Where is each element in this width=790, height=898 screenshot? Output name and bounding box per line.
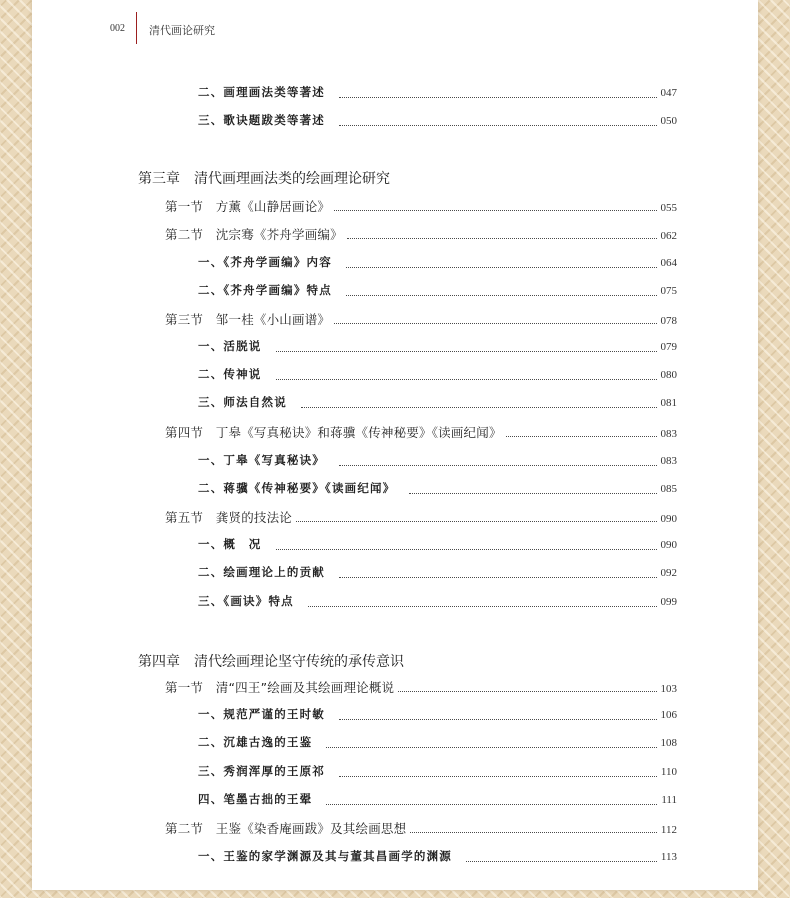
toc-entry[interactable] [165,310,677,330]
toc-entry[interactable] [198,254,677,274]
toc-entry-page: 085 [660,483,677,495]
toc-entry-label: 二、传神说 [198,367,262,381]
toc-entry-page: 075 [660,285,677,297]
toc-entry-label: 二、画理画法类等著述 [198,85,325,99]
dot-leader [339,775,657,777]
running-header-title: 清代画论研究 [149,24,215,37]
toc-entry[interactable] [165,819,677,839]
toc-entry[interactable] [198,734,677,754]
toc-entry[interactable] [198,564,677,584]
toc-entry-label: 三、歌诀题跋类等著述 [198,113,325,127]
toc-entry-page: 111 [661,794,677,806]
dot-leader [506,435,657,437]
toc-entry-label: 二、蒋骥《传神秘要》《读画纪闻》 [198,481,396,495]
toc-entry[interactable] [165,678,677,698]
toc-entry-page: 047 [660,87,677,99]
dot-leader [339,124,657,126]
toc-entry-label: 第一节 方薰《山静居画论》 [165,199,331,214]
chapter-heading[interactable]: 第三章 清代画理画法类的绘画理论研究 [138,171,390,187]
toc-entry[interactable] [165,423,677,443]
toc-entry-page: 078 [660,315,677,327]
toc-entry-page: 099 [660,596,677,608]
toc-entry-page: 064 [660,257,677,269]
toc-entry[interactable] [198,112,677,132]
toc-entry-page: 090 [660,513,677,525]
toc-entry[interactable] [198,452,677,472]
toc-entry-label: 二、绘画理论上的贡献 [198,565,325,579]
toc-entry-label: 第五节 龚贤的技法论 [165,510,293,525]
toc-entry[interactable] [165,197,677,217]
toc-entry-label: 三、《画诀》特点 [198,594,294,608]
toc-entry[interactable] [198,791,677,811]
toc-entry-label: 三、师法自然说 [198,395,287,409]
toc-entry-page: 083 [660,455,677,467]
book-page [32,0,758,890]
dot-leader [346,294,657,296]
toc-entry-label: 一、丁皋《写真秘诀》 [198,453,325,467]
toc-entry[interactable] [165,225,677,245]
dot-leader [326,803,657,805]
toc-entry-page: 079 [660,341,677,353]
toc-entry-label: 四、笔墨古拙的王翚 [198,792,313,806]
dot-leader [326,746,656,748]
toc-entry[interactable] [198,706,677,726]
header-divider [136,12,137,44]
dot-leader [398,690,656,692]
dot-leader [334,322,656,324]
toc-entry-page: 081 [660,397,677,409]
dot-leader [334,209,656,211]
toc-entry-label: 一、《芥舟学画编》内容 [198,255,332,269]
dot-leader [339,96,657,98]
dot-leader [410,831,657,833]
toc-entry-label: 一、活脱说 [198,339,262,353]
dot-leader [346,266,657,268]
chapter-heading[interactable]: 第四章 清代绘画理论坚守传统的承传意识 [138,654,404,670]
toc-entry[interactable] [198,84,677,104]
dot-leader [347,237,657,239]
dot-leader [409,492,656,494]
toc-entry-page: 106 [660,709,677,721]
toc-entry[interactable] [198,536,677,556]
toc-entry-page: 092 [660,567,677,579]
toc-entry-page: 062 [660,230,677,242]
dot-leader [301,406,657,408]
toc-entry[interactable] [198,480,677,500]
toc-entry-label: 一、规范严谨的王时敏 [198,707,325,721]
toc-entry[interactable] [198,848,677,868]
toc-entry-label: 第二节 沈宗骞《芥舟学画编》 [165,227,343,242]
dot-leader [308,605,657,607]
toc-entry-page: 108 [660,737,677,749]
toc-entry-page: 050 [660,115,677,127]
dot-leader [339,576,657,578]
toc-entry-page: 055 [660,202,677,214]
toc-entry-page: 110 [660,766,677,778]
dot-leader [339,718,657,720]
toc-entry-page: 113 [660,851,677,863]
toc-entry-page: 112 [660,824,677,836]
toc-entry-label: 第一节 清“四王”绘画及其绘画理论概说 [165,680,395,695]
dot-leader [276,548,657,550]
toc-entry-label: 二、沉雄古逸的王鉴 [198,735,313,749]
page-number: 002 [110,23,125,34]
toc-entry[interactable] [198,593,677,613]
toc-entry-label: 三、秀润浑厚的王原祁 [198,764,325,778]
dot-leader [276,378,657,380]
toc-entry-label: 一、概 况 [198,537,262,551]
toc-entry[interactable] [198,366,677,386]
toc-entry-page: 080 [660,369,677,381]
toc-entry[interactable] [198,394,677,414]
dot-leader [466,860,657,862]
toc-entry-label: 一、王鉴的家学渊源及其与董其昌画学的渊源 [198,849,452,863]
toc-entry-label: 第三节 邹一桂《小山画谱》 [165,312,331,327]
dot-leader [296,520,656,522]
toc-entry-label: 第四节 丁皋《写真秘诀》和蒋骥《传神秘要》《读画纪闻》 [165,425,502,440]
toc-entry-label: 第二节 王鉴《染香庵画跋》及其绘画思想 [165,821,407,836]
dot-leader [339,464,657,466]
toc-entry-page: 103 [660,683,677,695]
toc-entry[interactable] [198,338,677,358]
toc-entry-page: 083 [660,428,677,440]
toc-entry[interactable] [165,508,677,528]
toc-entry-label: 二、《芥舟学画编》特点 [198,283,332,297]
toc-entry[interactable] [198,763,677,783]
dot-leader [276,350,657,352]
toc-entry-page: 090 [660,539,677,551]
toc-entry[interactable] [198,282,677,302]
